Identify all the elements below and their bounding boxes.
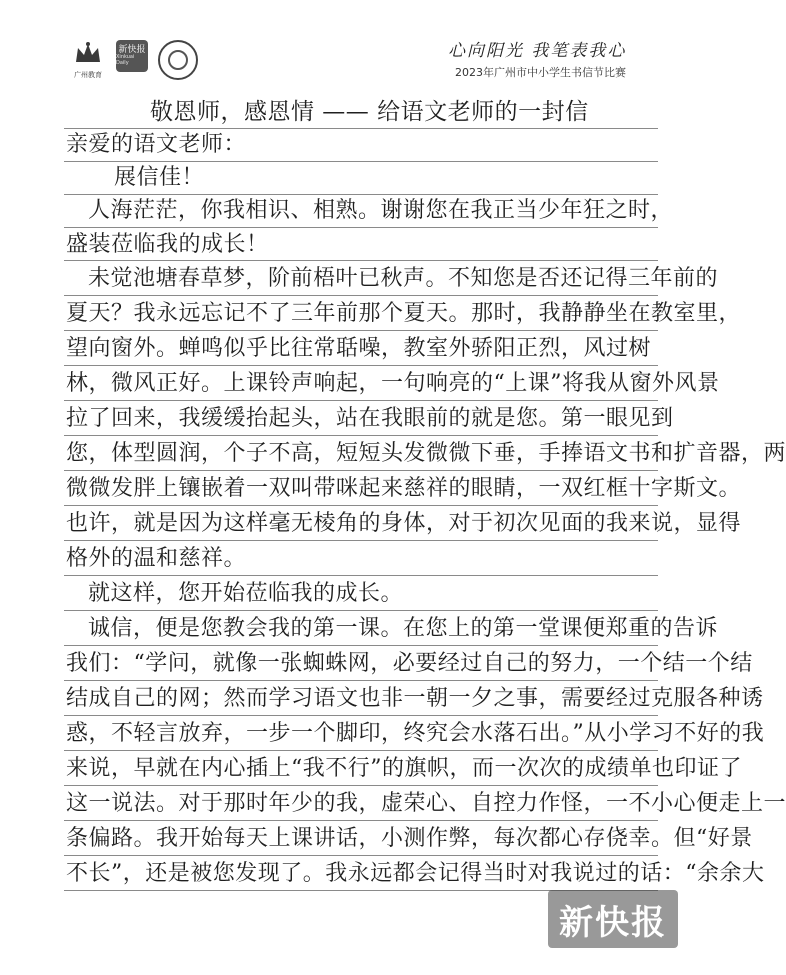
slogan: 心向阳光 我笔表我心 bbox=[448, 41, 627, 61]
text-line: 就这样，您开始莅临我的成长。 bbox=[88, 581, 404, 606]
text-line: 人海茫茫，你我相识、相熟。谢谢您在我正当少年狂之时， bbox=[88, 198, 674, 223]
text-line: 林，微风正好。上课铃声响起，一句响亮的“上课”将我从窗外风景 bbox=[66, 371, 720, 396]
rule-line bbox=[64, 785, 658, 786]
rule-line bbox=[64, 128, 658, 129]
rule-line bbox=[64, 680, 658, 681]
rule-line bbox=[64, 505, 658, 506]
text-line: 望向窗外。蝉鸣似乎比往常聒噪，教室外骄阳正烈，风过树 bbox=[66, 336, 652, 361]
text-line: 夏天？我永远忘记不了三年前那个夏天。那时，我静静坐在教室里， bbox=[66, 301, 742, 326]
rule-line bbox=[64, 365, 658, 366]
rule-line bbox=[64, 435, 658, 436]
text-line: 不长”，还是被您发现了。我永远都会记得当时对我说过的话：“余余大 bbox=[66, 861, 765, 886]
text-line: 亲爱的语文老师： bbox=[66, 132, 247, 157]
text-line: 惑，不轻言放弃，一步一个脚印，终究会水落石出。”从小学习不好的我 bbox=[66, 721, 765, 746]
rule-line bbox=[64, 855, 658, 856]
text-line: 来说，早就在内心插上“我不行”的旗帜，而一次次的成绩单也印证了 bbox=[66, 756, 742, 781]
xkb-logo-sub: Xinkuai Daily bbox=[116, 54, 135, 66]
text-line: 诚信，便是您教会我的第一课。在您上的第一堂课便郑重的告诉 bbox=[88, 616, 719, 641]
rule-line bbox=[64, 575, 658, 576]
text-line: 条偏路。我开始每天上课讲话，小测作弊，每次都心存侥幸。但“好景 bbox=[66, 826, 753, 851]
rule-line bbox=[64, 540, 658, 541]
rule-line bbox=[64, 260, 658, 261]
text-line: 未觉池塘春草梦，阶前梧叶已秋声。不知您是否还记得三年前的 bbox=[88, 266, 719, 291]
rule-line bbox=[64, 715, 658, 716]
text-line: 我们：“学问，就像一张蜘蛛网，必要经过自己的努力，一个结一个结 bbox=[66, 651, 753, 676]
text-line: 格外的温和慈祥。 bbox=[66, 546, 247, 571]
rule-line bbox=[64, 295, 658, 296]
rule-line bbox=[64, 750, 658, 751]
crown-logo-text: 广州教育 bbox=[74, 71, 102, 79]
text-line: 微微发胖上镶嵌着一双叫带咪起来慈祥的眼睛，一双红框十字斯文。 bbox=[66, 476, 742, 501]
rule-line bbox=[64, 820, 658, 821]
text-line: 这一说法。对于那时年少的我，虚荣心、自控力作怪，一不小心便走上一 bbox=[66, 791, 786, 816]
text-line: 结成自己的网；然而学习语文也非一朝一夕之事，需要经过克服各种诱 bbox=[66, 686, 764, 711]
rule-line bbox=[64, 645, 658, 646]
text-line: 展信佳！ bbox=[114, 165, 205, 190]
rule-line bbox=[64, 330, 658, 331]
letter-title: 敬恩师，感恩情 —— 给语文老师的一封信 bbox=[150, 99, 589, 125]
rule-line bbox=[64, 400, 658, 401]
rule-line bbox=[64, 610, 658, 611]
xinkuaibao-watermark: 新快报 bbox=[548, 890, 678, 948]
text-line: 拉了回来，我缓缓抬起头，站在我眼前的就是您。第一眼见到 bbox=[66, 406, 674, 431]
contest-name: 2023年广州市中小学生书信节比赛 bbox=[455, 66, 626, 79]
rule-line bbox=[64, 227, 658, 228]
rule-line bbox=[64, 194, 658, 195]
rule-line bbox=[64, 470, 658, 471]
rule-line bbox=[64, 161, 658, 162]
xkb-logo-text: 新快报 bbox=[118, 44, 146, 55]
text-line: 盛装莅临我的成长！ bbox=[66, 232, 269, 257]
text-line: 您，体型圆润，个子不高，短短头发微微下垂，手捧语文书和扩音器，两 bbox=[66, 441, 786, 466]
text-line: 也许，就是因为这样毫无棱角的身体，对于初次见面的我来说，显得 bbox=[66, 511, 742, 536]
